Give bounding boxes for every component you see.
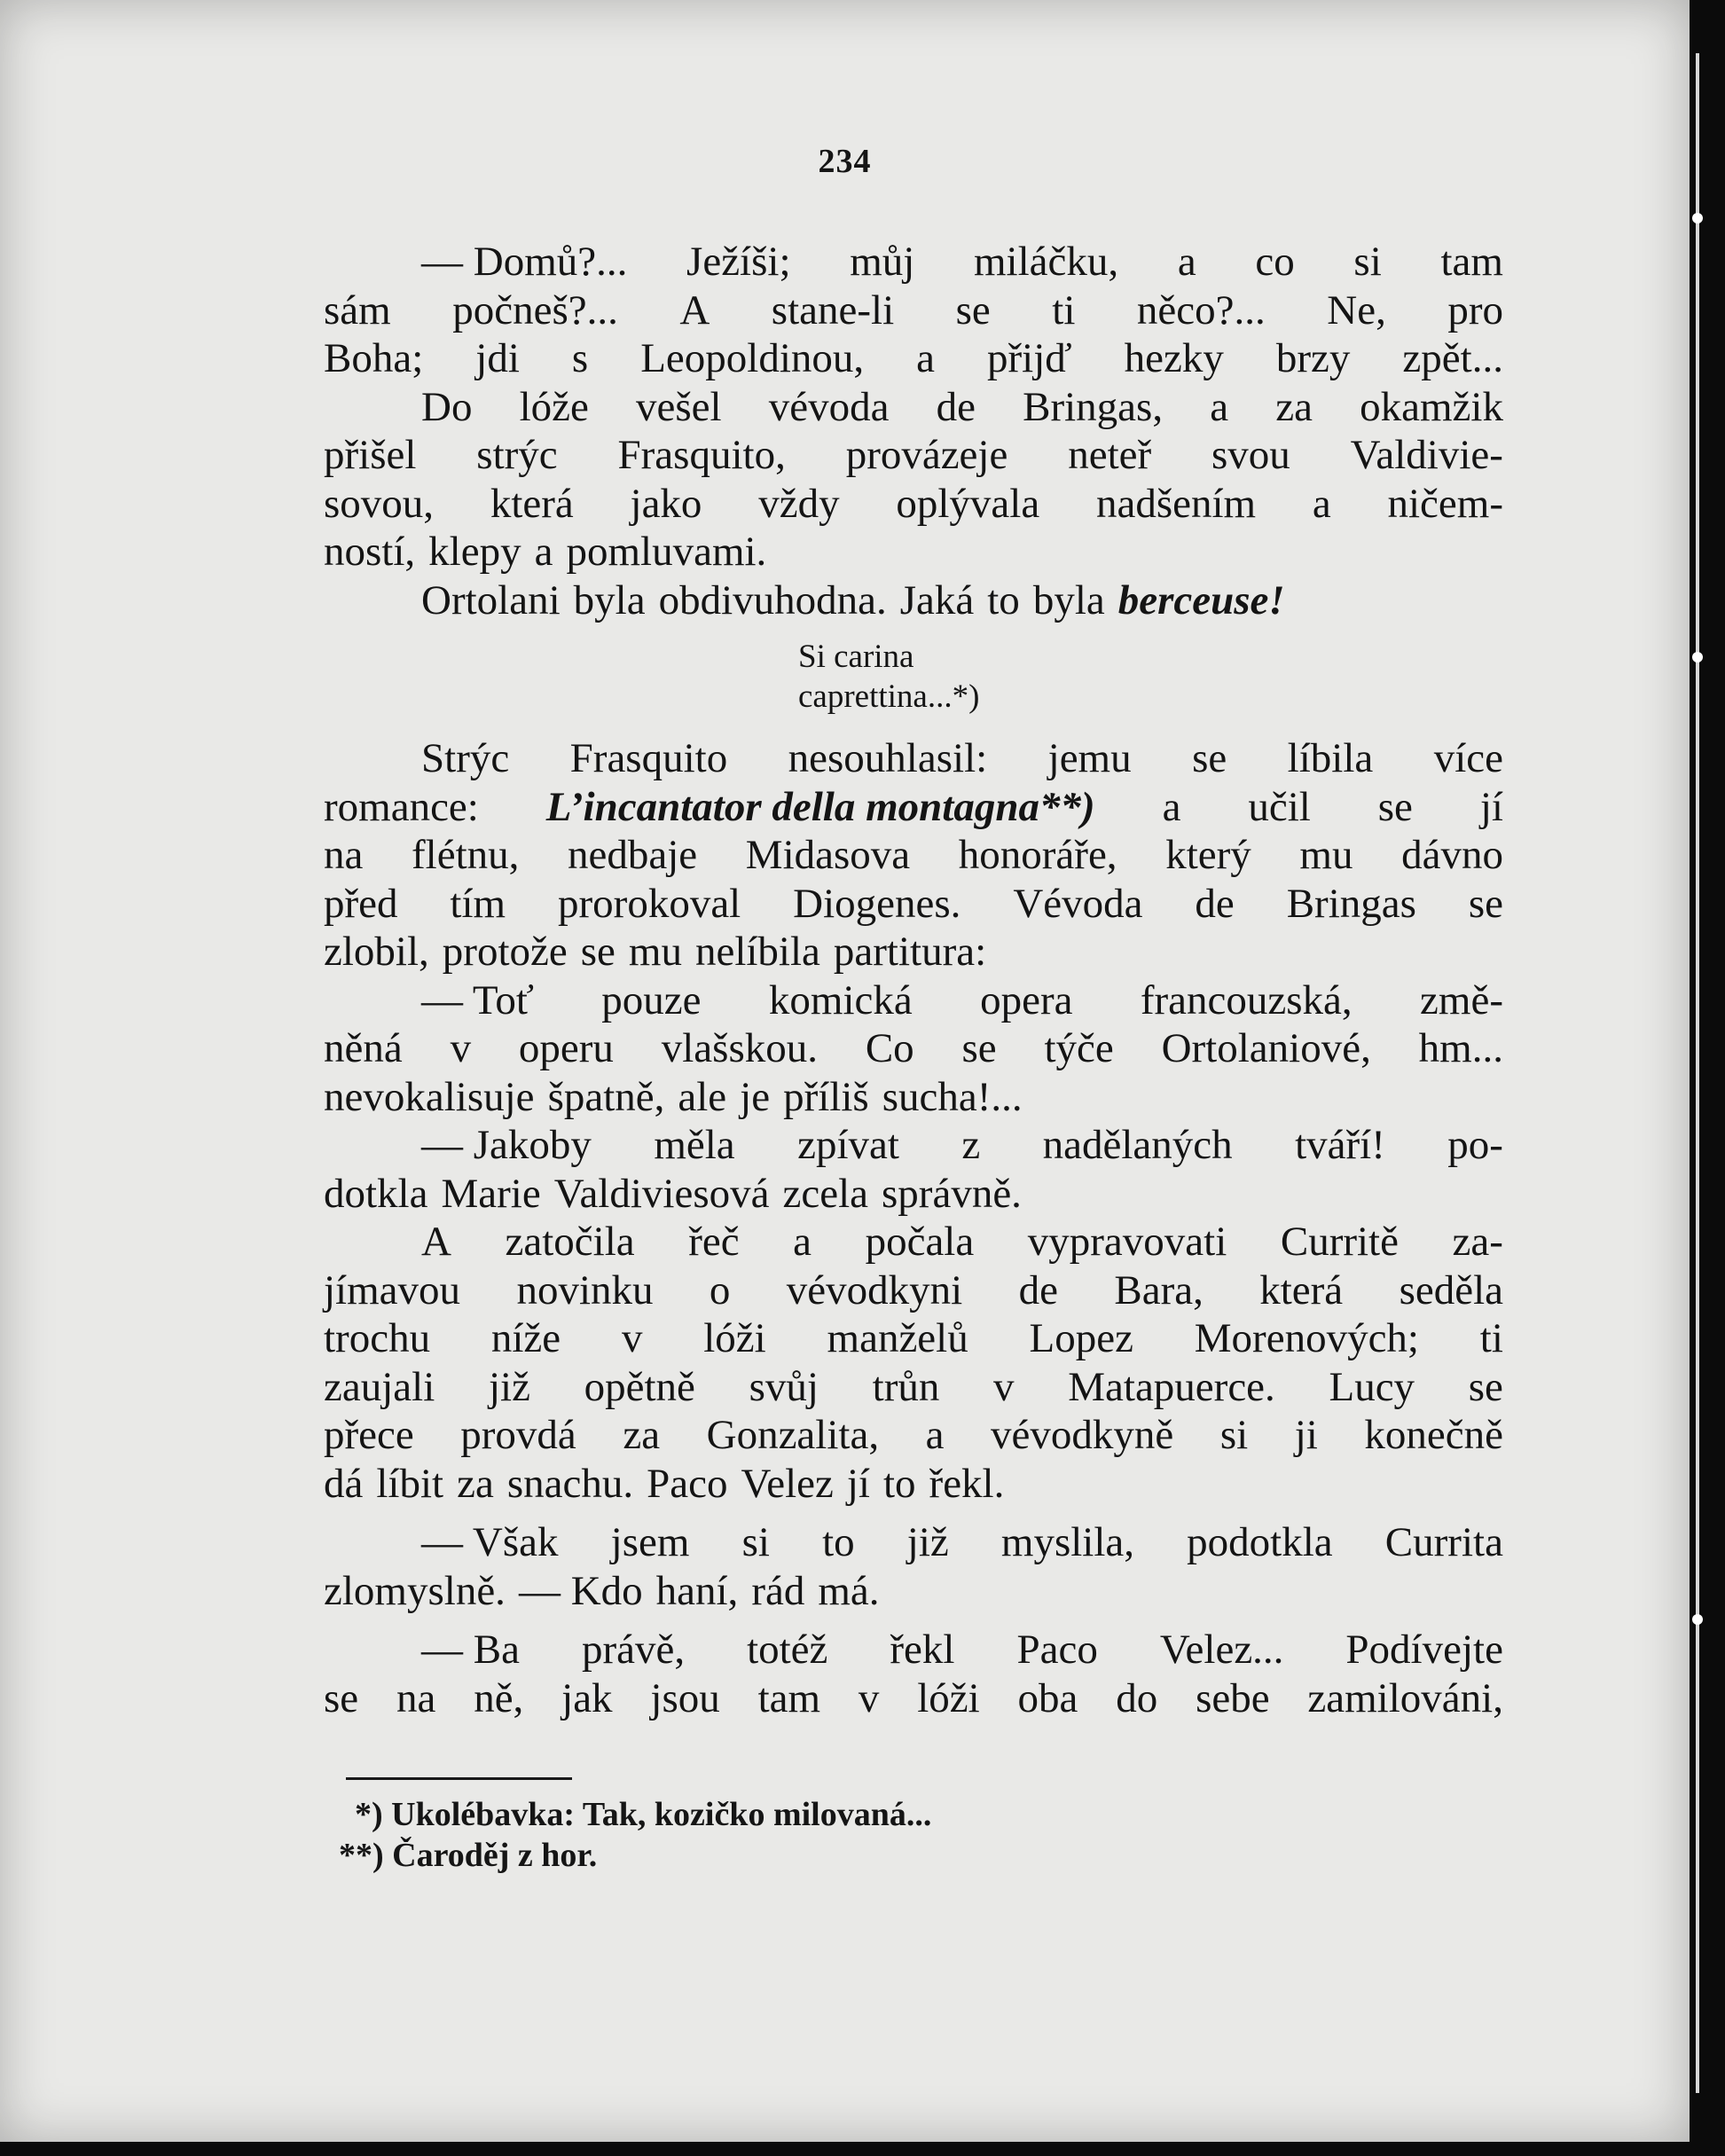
word: hm...	[1418, 1025, 1503, 1071]
word: jak	[561, 1674, 613, 1721]
word: tím	[450, 880, 506, 927]
word: Ježíši;	[686, 239, 791, 285]
text-line	[324, 1626, 1503, 1674]
word: do	[1116, 1674, 1158, 1721]
word: Matapuerce.	[1068, 1363, 1275, 1410]
verse-quote	[324, 637, 1503, 717]
text-line	[324, 1674, 1503, 1723]
word: se	[955, 286, 991, 333]
word: vévodkyni	[786, 1266, 963, 1313]
word: jí	[846, 1460, 870, 1507]
word: řekl.	[929, 1460, 1005, 1507]
word: má.	[818, 1567, 880, 1614]
word: a	[1162, 783, 1181, 830]
word: pouze	[601, 976, 702, 1023]
word: svůj	[749, 1363, 819, 1410]
word: lóži	[703, 1315, 766, 1361]
word: byla	[1032, 576, 1105, 623]
word: — Toť	[421, 976, 534, 1023]
word: můj	[850, 239, 915, 285]
paragraph-block-2	[324, 734, 1503, 1722]
word: — Ba	[421, 1627, 520, 1673]
word: Vévoda	[1013, 880, 1143, 927]
word: novinku	[516, 1266, 654, 1313]
word: jdi	[475, 335, 520, 381]
text-line	[324, 286, 1503, 335]
word: který	[1165, 832, 1251, 878]
word: trůn	[872, 1363, 940, 1410]
word: mu	[1299, 832, 1353, 878]
word: vévodkyně	[991, 1412, 1174, 1458]
word: nadělaných	[1042, 1122, 1233, 1168]
word: za	[1275, 383, 1313, 430]
edge-mark	[1692, 652, 1703, 662]
word: Lucy	[1329, 1363, 1415, 1410]
word: Do	[421, 383, 473, 430]
word: A	[421, 1219, 451, 1265]
word: jsem	[610, 1519, 690, 1565]
word: ji	[1294, 1412, 1318, 1458]
word: pomluvami.	[566, 529, 767, 575]
word: zpět...	[1402, 335, 1503, 381]
word: zatočila	[505, 1219, 635, 1265]
word: de	[1195, 880, 1235, 927]
word: Podívejte	[1345, 1627, 1503, 1673]
word: před	[324, 880, 398, 927]
word: se	[580, 929, 616, 975]
word: nesouhlasil:	[788, 735, 988, 781]
word: zamilováni,	[1307, 1674, 1503, 1721]
word: podotkla	[1187, 1519, 1333, 1565]
word: a	[916, 335, 936, 381]
word: Bringas	[1286, 880, 1416, 927]
word: co	[1255, 239, 1295, 285]
word: se	[324, 1674, 359, 1721]
word: de	[1018, 1266, 1058, 1313]
word: špatně,	[547, 1073, 665, 1120]
word: to	[822, 1519, 855, 1565]
word: stane-li	[771, 286, 895, 333]
word: nelíbila	[694, 929, 820, 975]
word: a	[534, 529, 553, 575]
text-line	[324, 928, 1503, 976]
footnote: **) Čaroděj z hor.	[339, 1837, 598, 1874]
text-line	[324, 1567, 1503, 1616]
word: vlašskou.	[661, 1025, 818, 1071]
page-edge-line	[1696, 53, 1699, 2093]
word: konečně	[1364, 1412, 1503, 1458]
text-line	[324, 1363, 1503, 1412]
word: po-	[1447, 1122, 1503, 1168]
word: přece	[324, 1412, 414, 1458]
word: romance:	[324, 783, 479, 830]
word: která	[1259, 1266, 1344, 1313]
word: lóže	[519, 383, 589, 430]
text-line	[324, 1460, 1503, 1509]
word: něná	[324, 1025, 403, 1071]
word: manželů	[827, 1315, 968, 1361]
word: provázeje	[845, 432, 1008, 478]
word: příliš	[783, 1073, 869, 1120]
word: tam	[757, 1674, 821, 1721]
word: Curritě	[1280, 1219, 1399, 1265]
text-line	[324, 734, 1503, 783]
word: partitura:	[833, 929, 987, 975]
word: a	[1312, 480, 1331, 527]
word: právě,	[581, 1627, 686, 1673]
word: sucha!...	[882, 1073, 1023, 1120]
word: si	[741, 1519, 770, 1565]
word: v	[450, 1025, 472, 1071]
word: jemu	[1047, 735, 1132, 781]
word: protože	[442, 929, 568, 975]
word: Frasquito	[569, 735, 728, 781]
word: a	[925, 1412, 945, 1458]
word: obdivuhodna.	[658, 576, 887, 623]
word: která	[490, 480, 574, 527]
word: Velez	[741, 1460, 834, 1507]
word: francouzská,	[1140, 976, 1353, 1023]
word: svou	[1211, 432, 1290, 478]
word: jako	[630, 480, 702, 527]
text-line	[324, 1170, 1503, 1219]
text-line	[324, 831, 1503, 880]
word: vypravovati	[1027, 1219, 1227, 1265]
text-line	[324, 1024, 1503, 1073]
word: v	[993, 1363, 1015, 1410]
word: tváří!	[1295, 1122, 1385, 1168]
word: Co	[865, 1025, 914, 1071]
word: změ-	[1420, 976, 1503, 1023]
text-line	[324, 976, 1503, 1025]
word: Midasova	[745, 832, 911, 878]
word: sám	[324, 286, 391, 333]
word: myslila,	[1000, 1519, 1135, 1565]
word: — Však	[421, 1519, 559, 1565]
word: ale	[678, 1073, 727, 1120]
text-line	[324, 783, 1503, 832]
body-text	[324, 238, 1503, 1722]
word: týče	[1044, 1025, 1114, 1071]
text-line	[324, 1518, 1503, 1567]
word: dá	[324, 1460, 364, 1507]
word: rád	[751, 1567, 805, 1614]
word: klepy	[428, 529, 521, 575]
word: vešel	[636, 383, 722, 430]
text-line	[324, 880, 1503, 929]
word: neteř	[1068, 432, 1152, 478]
text-line	[324, 480, 1503, 529]
word: Paco	[1016, 1627, 1098, 1673]
page-bottom-edge	[0, 2142, 1725, 2156]
word: provdá	[460, 1412, 576, 1458]
word: se	[1377, 783, 1413, 830]
word: zaujali	[324, 1363, 435, 1410]
word: Boha;	[324, 335, 424, 381]
word: — Kdo	[518, 1567, 643, 1614]
edge-mark	[1692, 213, 1703, 223]
text-line	[324, 1314, 1503, 1363]
word: je	[740, 1073, 771, 1120]
word: — Domů?...	[421, 239, 628, 285]
text-line	[324, 528, 1503, 576]
word: opera	[980, 976, 1073, 1023]
word: tam	[1440, 239, 1503, 285]
footnote: *) Ukolébavka: Tak, kozičko milovaná...	[355, 1796, 932, 1833]
word: se	[1468, 880, 1503, 927]
text-line	[324, 576, 1503, 625]
word: počneš?...	[452, 286, 618, 333]
word: dávno	[1401, 832, 1503, 878]
text-line	[324, 383, 1503, 432]
verse-line: caprettina...*)	[798, 678, 980, 715]
word: strýc	[476, 432, 558, 478]
word: Lopez	[1029, 1315, 1133, 1361]
word: totéž	[747, 1627, 828, 1673]
word: přijď	[987, 335, 1072, 381]
word: se	[1192, 735, 1227, 781]
word: Valdivie-	[1350, 432, 1503, 478]
word: Ortolani	[421, 576, 561, 623]
word: Bringas,	[1023, 383, 1164, 430]
text-line	[324, 1218, 1503, 1266]
word: níže	[490, 1315, 561, 1361]
word: s	[571, 335, 589, 381]
word: zpívat	[797, 1122, 899, 1168]
word: okamžik	[1360, 383, 1503, 430]
word: nevokalisuje	[324, 1073, 535, 1120]
word: jímavou	[324, 1266, 461, 1313]
text-line	[324, 1266, 1503, 1315]
word: nadšením	[1095, 480, 1257, 527]
word: — Jakoby	[421, 1122, 592, 1168]
word: vždy	[758, 480, 840, 527]
word: Paco	[647, 1460, 728, 1507]
word: si	[1353, 239, 1382, 285]
word: hezky	[1124, 335, 1224, 381]
word: miláčku,	[974, 239, 1119, 285]
word: opětně	[584, 1363, 695, 1410]
word: přišel	[324, 432, 417, 478]
word: lóži	[917, 1674, 980, 1721]
word: ničem-	[1387, 480, 1503, 527]
text-line	[324, 1411, 1503, 1460]
word: řekl	[890, 1627, 955, 1673]
paragraph-block-1	[324, 238, 1503, 624]
word: trochu	[324, 1315, 431, 1361]
word: prorokoval	[558, 880, 741, 927]
text-line	[324, 1073, 1503, 1122]
page-number: 234	[818, 143, 872, 180]
word: ně,	[474, 1674, 524, 1721]
word: líbila	[1287, 735, 1374, 781]
word: jí	[1479, 783, 1503, 830]
word: něco?...	[1136, 286, 1266, 333]
word: více	[1433, 735, 1503, 781]
word: správně.	[882, 1170, 1022, 1217]
word: pro	[1447, 286, 1503, 333]
word: A	[679, 286, 710, 333]
word: snachu.	[506, 1460, 634, 1507]
word: Strýc	[421, 735, 510, 781]
word: Valdiviesová	[553, 1170, 770, 1217]
word: nedbaje	[568, 832, 698, 878]
word: v	[858, 1674, 880, 1721]
word: sebe	[1196, 1674, 1270, 1721]
word: v	[621, 1315, 643, 1361]
word: brzy	[1275, 335, 1351, 381]
text-line	[324, 431, 1503, 480]
word: zlomyslně.	[324, 1567, 506, 1614]
word: řeč	[688, 1219, 740, 1265]
footnotes	[339, 1794, 1242, 1876]
word: si	[1219, 1412, 1249, 1458]
word: oba	[1017, 1674, 1078, 1721]
word: ti	[1479, 1315, 1503, 1361]
word: počala	[865, 1219, 975, 1265]
footnote-divider	[346, 1777, 572, 1780]
word: Marie	[441, 1170, 541, 1217]
word: na	[324, 832, 364, 878]
word: se	[961, 1025, 997, 1071]
word: Bara,	[1114, 1266, 1204, 1313]
page-edge-shadow	[1690, 0, 1725, 2156]
word: z	[961, 1122, 981, 1168]
word: Gonzalita,	[706, 1412, 880, 1458]
word: mu	[628, 929, 682, 975]
word: za-	[1452, 1219, 1503, 1265]
word: líbit	[376, 1460, 444, 1507]
word: dotkla	[324, 1170, 428, 1217]
word: oplývala	[896, 480, 1040, 527]
word: učil	[1248, 783, 1311, 830]
word: seděla	[1399, 1266, 1503, 1313]
text-line	[324, 238, 1503, 286]
word: za	[623, 1412, 661, 1458]
word: operu	[518, 1025, 614, 1071]
word: Jaká	[899, 576, 975, 623]
word: již	[906, 1519, 949, 1565]
word: de	[936, 383, 976, 430]
word: již	[488, 1363, 530, 1410]
word: měla	[654, 1122, 735, 1168]
word: to	[987, 576, 1020, 623]
word: sovou,	[324, 480, 435, 527]
verse-line: Si carina	[798, 639, 914, 675]
word: Morenových;	[1194, 1315, 1419, 1361]
word: Leopoldinou,	[640, 335, 865, 381]
italic-word: berceuse!	[1117, 576, 1285, 623]
word: to	[882, 1460, 916, 1507]
word: vévoda	[768, 383, 890, 430]
word: a	[1177, 239, 1196, 285]
word: komická	[768, 976, 913, 1023]
word: zlobil,	[324, 929, 429, 975]
word: a	[1210, 383, 1229, 430]
italic-title: L’incantator della montagna**)	[545, 783, 1095, 830]
edge-mark	[1692, 1614, 1703, 1625]
word: za	[457, 1460, 494, 1507]
word: Ne,	[1327, 286, 1386, 333]
word: na	[396, 1674, 436, 1721]
word: Currita	[1384, 1519, 1503, 1565]
word: Ortolaniové,	[1161, 1025, 1371, 1071]
word: o	[709, 1266, 731, 1313]
word: honoráře,	[958, 832, 1117, 878]
word: Velez...	[1159, 1627, 1284, 1673]
word: zcela	[782, 1170, 869, 1217]
text-line	[324, 334, 1503, 383]
word: ti	[1052, 286, 1076, 333]
word: Frasquito,	[617, 432, 786, 478]
word: flétnu,	[412, 832, 520, 878]
word: byla	[573, 576, 646, 623]
word: ností,	[324, 529, 416, 575]
word: a	[793, 1219, 812, 1265]
word: se	[1468, 1363, 1503, 1410]
text-line	[324, 1121, 1503, 1170]
word: haní,	[655, 1567, 739, 1614]
word: jsou	[650, 1674, 720, 1721]
word: Diogenes.	[793, 880, 961, 927]
